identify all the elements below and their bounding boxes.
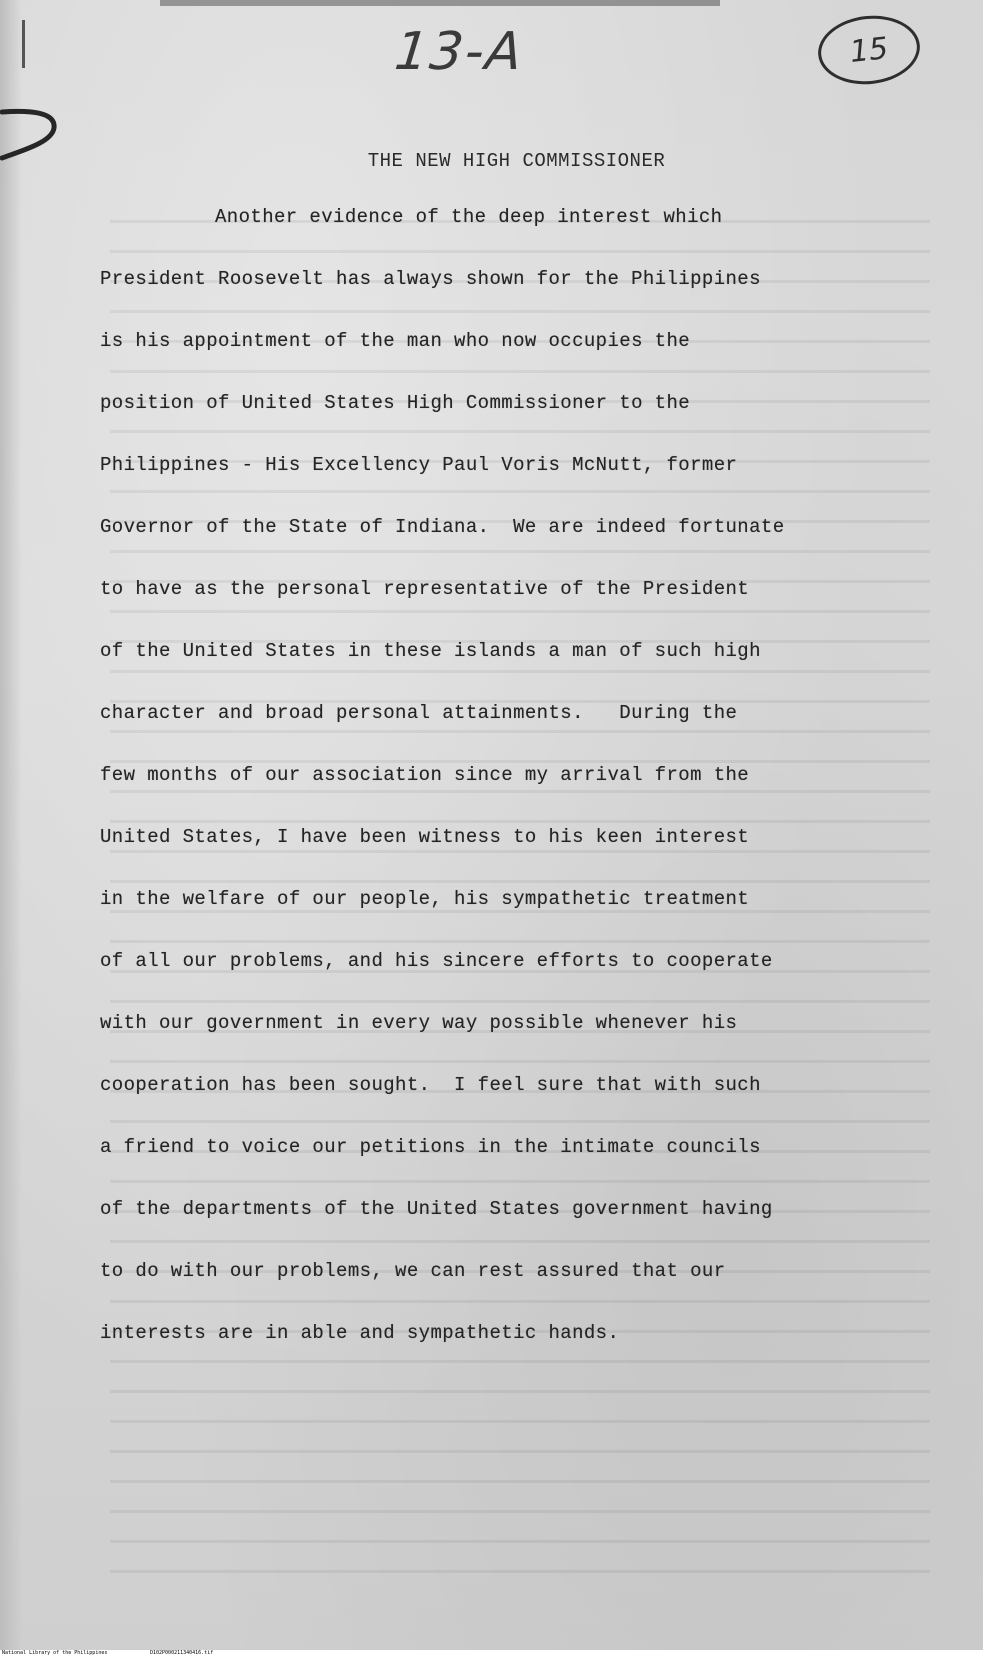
body-line: in the welfare of our people, his sympathetic treatment [100, 888, 750, 910]
document-title: THE NEW HIGH COMMISSIONER [367, 150, 666, 172]
body-line: cooperation has been sought. I feel sure that with such [100, 1074, 761, 1096]
page-edge-shadow [0, 0, 22, 1650]
body-line: is his appointment of the man who now occupies the [100, 330, 691, 352]
body-line: Governor of the State of Indiana. We are indeed fortunate [100, 516, 785, 538]
body-line: a friend to voice our petitions in the intimate councils [100, 1136, 761, 1158]
body-line: with our government in every way possible whenever his [100, 1012, 738, 1034]
page-number: 15 [848, 30, 890, 70]
body-line: Philippines - His Excellency Paul Voris McNutt, former [100, 454, 738, 476]
body-line: position of United States High Commissioner to the [100, 392, 691, 414]
body-line: to have as the personal representative of the President [100, 578, 750, 600]
body-line: Another evidence of the deep interest which [215, 206, 723, 228]
body-line: of the United States in these islands a man of such high [100, 640, 761, 662]
footer-file-id: D102P000211340416.tif [150, 1650, 214, 1656]
body-line: of all our problems, and his sincere efforts to cooperate [100, 950, 773, 972]
page-number-circle [815, 11, 924, 89]
handwritten-number: 13-A [391, 22, 527, 82]
margin-tick [22, 20, 25, 68]
body-line: of the departments of the United States government having [100, 1198, 773, 1220]
body-line: interests are in able and sympathetic hands. [100, 1322, 620, 1344]
body-line: President Roosevelt has always shown for the Philippines [100, 268, 761, 290]
page-top-edge [160, 0, 720, 6]
footer-source: National Library of the Philippines [2, 1650, 108, 1656]
body-line: to do with our problems, we can rest assured that our [100, 1260, 726, 1282]
body-line: few months of our association since my arrival from the [100, 764, 750, 786]
body-line: United States, I have been witness to his keen interest [100, 826, 750, 848]
scan-footer [0, 1650, 983, 1658]
body-line: character and broad personal attainments. During the [100, 702, 738, 724]
staple-mark [0, 100, 70, 185]
